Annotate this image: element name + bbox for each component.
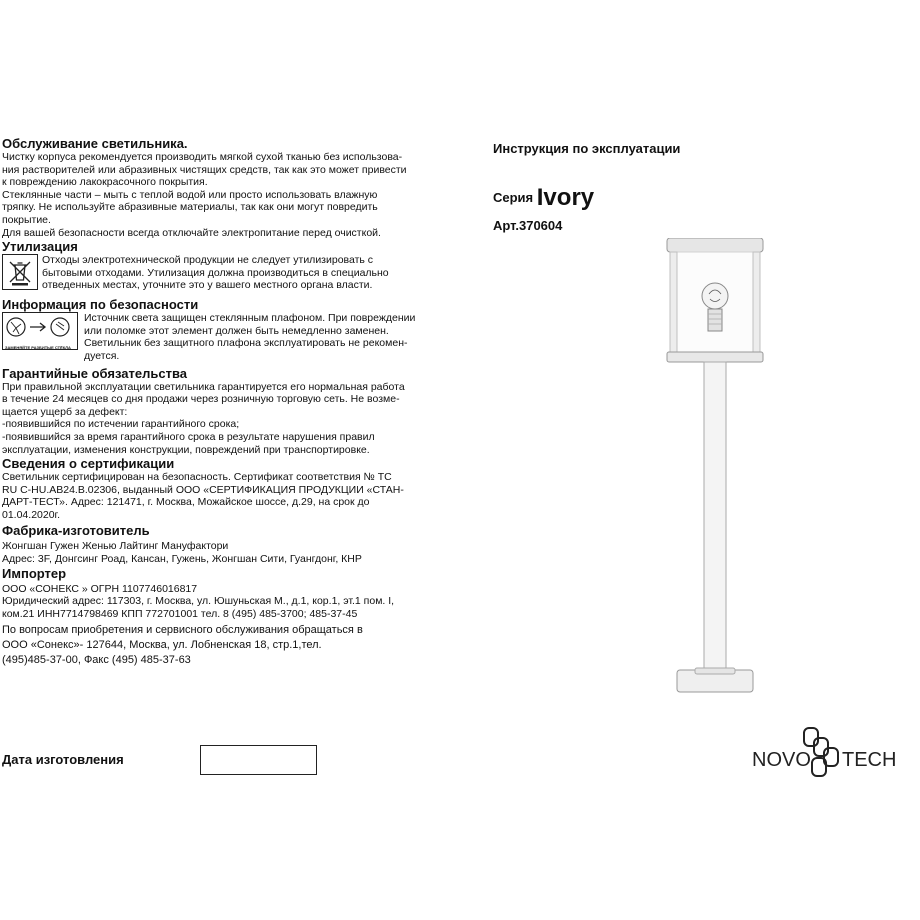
- maintenance-heading: Обслуживание светильника.: [2, 136, 188, 151]
- series-label: Серия: [493, 190, 534, 205]
- certification-heading: Сведения о сертификации: [2, 456, 175, 472]
- production-date-label: Дата изготовления: [2, 752, 124, 767]
- manufacturer-text: Жонгшан Гужен Женью Лайтинг Мануфактори Адрес: 3F, Донгсинг Роад, Кансан, Гужень, Жонгшан Сити, Гуангдонг, КНР: [2, 540, 362, 566]
- article-number: Арт.370604: [493, 218, 563, 233]
- importer-heading: Импортер: [2, 565, 67, 581]
- safety-row: [2, 312, 462, 362]
- product-image: [655, 238, 775, 713]
- novotech-logo: [752, 724, 920, 789]
- disposal-row: [2, 254, 462, 295]
- series-name: Ivory: [536, 184, 595, 211]
- warranty-heading: Гарантийные обязательства: [2, 365, 187, 381]
- replace-damaged-glass-icon: [2, 312, 78, 360]
- manufacturer-heading: Фабрика-изготовитель: [2, 523, 150, 539]
- certification-text: Светильник сертифицирован на безопасность. Сертификат соответствия № ТС RU С-HU.АВ24.В.02306, выданный ООО «СЕРТИФИКАЦИЯ ПРОДУКЦИИ «СТАН- ДАРТ-ТЕСТ». Адрес: 121471, г. Москва, Можайское шоссе, д.29, на срок до 01.04.2020г.: [2, 471, 404, 521]
- logo-text-left: NOVO: [752, 749, 811, 771]
- crossed-bin-icon: [2, 254, 38, 295]
- left-column: [2, 136, 462, 668]
- warranty-text: При правильной эксплуатации светильника гарантируется его нормальная работа в течение 24 месяцев со дня продажи через розничную торговую сеть. Не возме- щается ущерб за дефект: -появившийся по истечении гарантийного срока; -появившийся за время гарантийного срока в результате нарушения правил эксплуатации, изменения конструкции, повреждений при транспортировке.: [2, 380, 405, 456]
- safety-heading: Информация по безопасности: [2, 297, 199, 313]
- maintenance-text: Чистку корпуса рекомендуется производить мягкой сухой тканью без использова- ния растворителей или абразивных чистящих средств, так как это может привести к повреждению лакокрасочного покрытия. Стеклянные части – мыть с теплой водой или просто использовать влажную тряпку. Не используйте абразивные материалы, так как они могут повредить покрытие. Для вашей безопасности всегда отключайте электропитание перед очисткой.: [2, 151, 407, 239]
- disposal-text: Отходы электротехнической продукции не следует утилизировать с бытовыми отходами. Утилизация должна производиться в специально отведенных местах, уточните это у вашего местного органа власти.: [42, 254, 389, 292]
- importer-text: ООО «СОНЕКС » ОГРН 1107746016817 Юридический адрес: 117303, г. Москва, ул. Юшуньская М., д.1, кор.1, эт.1 пом. I, ком.21 ИНН7714798469 КПП 772701001 тел. 8 (495) 485-3700; 485-37-45: [2, 582, 395, 620]
- production-date-field[interactable]: [200, 745, 317, 775]
- instruction-title: Инструкция по эксплуатации: [493, 141, 681, 156]
- disposal-heading: Утилизация: [2, 239, 78, 255]
- service-text: По вопросам приобретения и сервисного обслуживания обращаться в ООО «Сонекс»- 127644, Москва, ул. Лобненская 18, стр.1,тел. (495)485-37-00, Факс (495) 485-37-63: [2, 624, 363, 667]
- icon-caption: ЗАМЕНЯЙТЕ РАЗБИТЫЕ СТЁКЛА: [5, 345, 71, 351]
- safety-text: Источник света защищен стеклянным плафоном. При повреждении или поломке этот элемент должен быть немедленно заменен. Светильник без защитного плафона эксплуатировать не рекомен- дуется.: [84, 312, 416, 362]
- series-line: [493, 184, 594, 212]
- logo-text-right: TECH: [842, 749, 897, 771]
